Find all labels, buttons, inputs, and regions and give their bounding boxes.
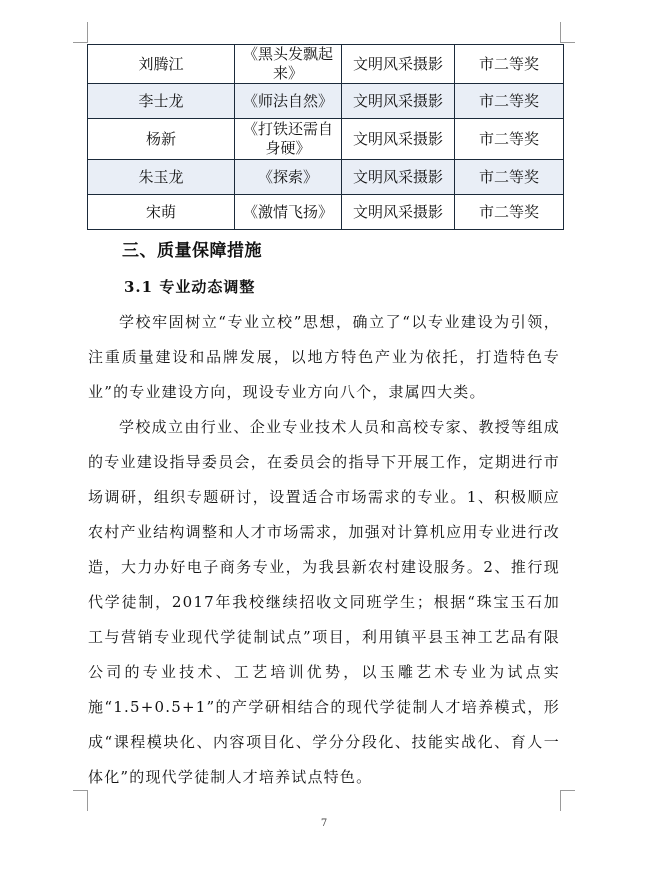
body-paragraph: 学校牢固树立“专业立校”思想，确立了“以专业建设为引领，注重质量建设和品牌发展，以地方特色产业为依托，打造特色专业”的专业建设方向，现设专业方向八个，隶属四大类。 (88, 313, 560, 401)
category-cell: 文明风采摄影 (342, 84, 455, 119)
table-row (88, 160, 564, 195)
crop-mark-top-left (73, 22, 88, 43)
body-paragraph: 学校成立由行业、企业专业技术人员和高校专家、教授等组成的专业建设指导委员会，在委员会的指导下开展工作，定期进行市场调研，组织专题研讨，设置适合市场需求的专业。1、积极顺应农村产业结构调整和人才市场需求，加强对计算机应用专业进行改造，大力办好电子商务专业，为我县新农村建设服务。2、推行现代学徒制，2017年我校继续招收文同班学生；根据“珠宝玉石加工与营销专业现代学徒制试点”项目，利用镇平县玉神工艺品有限公司的专业技术、工艺培训优势，以玉雕艺术专业为试点实施“1.5+0.5+1”的产学研相结合的现代学徒制人才培养模式，形成“课程模块化、内容项目化、学分分段化、技能实战化、育人一体化”的现代学徒制人才培养试点特色。 (88, 418, 560, 786)
work-title-cell: 《探索》 (235, 160, 342, 195)
category-cell: 文明风采摄影 (342, 45, 455, 84)
crop-mark-bottom-right (560, 790, 575, 811)
table-row (88, 45, 564, 84)
student-name-cell: 宋萌 (88, 195, 235, 230)
award-cell: 市二等奖 (455, 160, 564, 195)
award-cell: 市二等奖 (455, 84, 564, 119)
category-cell: 文明风采摄影 (342, 160, 455, 195)
awards-table (87, 44, 564, 230)
table-row (88, 119, 564, 160)
student-name-cell: 朱玉龙 (88, 160, 235, 195)
table-row (88, 195, 564, 230)
table-row (88, 84, 564, 119)
page-number: 7 (320, 818, 328, 829)
category-cell: 文明风采摄影 (342, 119, 455, 160)
work-title-cell: 《黑头发飘起来》 (235, 45, 342, 84)
student-name-cell: 刘腾江 (88, 45, 235, 84)
category-cell: 文明风采摄影 (342, 195, 455, 230)
student-name-cell: 李士龙 (88, 84, 235, 119)
crop-mark-top-right (560, 22, 575, 43)
award-cell: 市二等奖 (455, 195, 564, 230)
work-title-cell: 《激情飞扬》 (235, 195, 342, 230)
award-cell: 市二等奖 (455, 119, 564, 160)
subsection-heading: 3.1 专业动态调整 (124, 278, 256, 296)
student-name-cell: 杨新 (88, 119, 235, 160)
section-heading: 三、质量保障措施 (122, 241, 262, 261)
work-title-cell: 《打铁还需自身硬》 (235, 119, 342, 160)
crop-mark-bottom-left (73, 790, 88, 811)
award-cell: 市二等奖 (455, 45, 564, 84)
work-title-cell: 《师法自然》 (235, 84, 342, 119)
